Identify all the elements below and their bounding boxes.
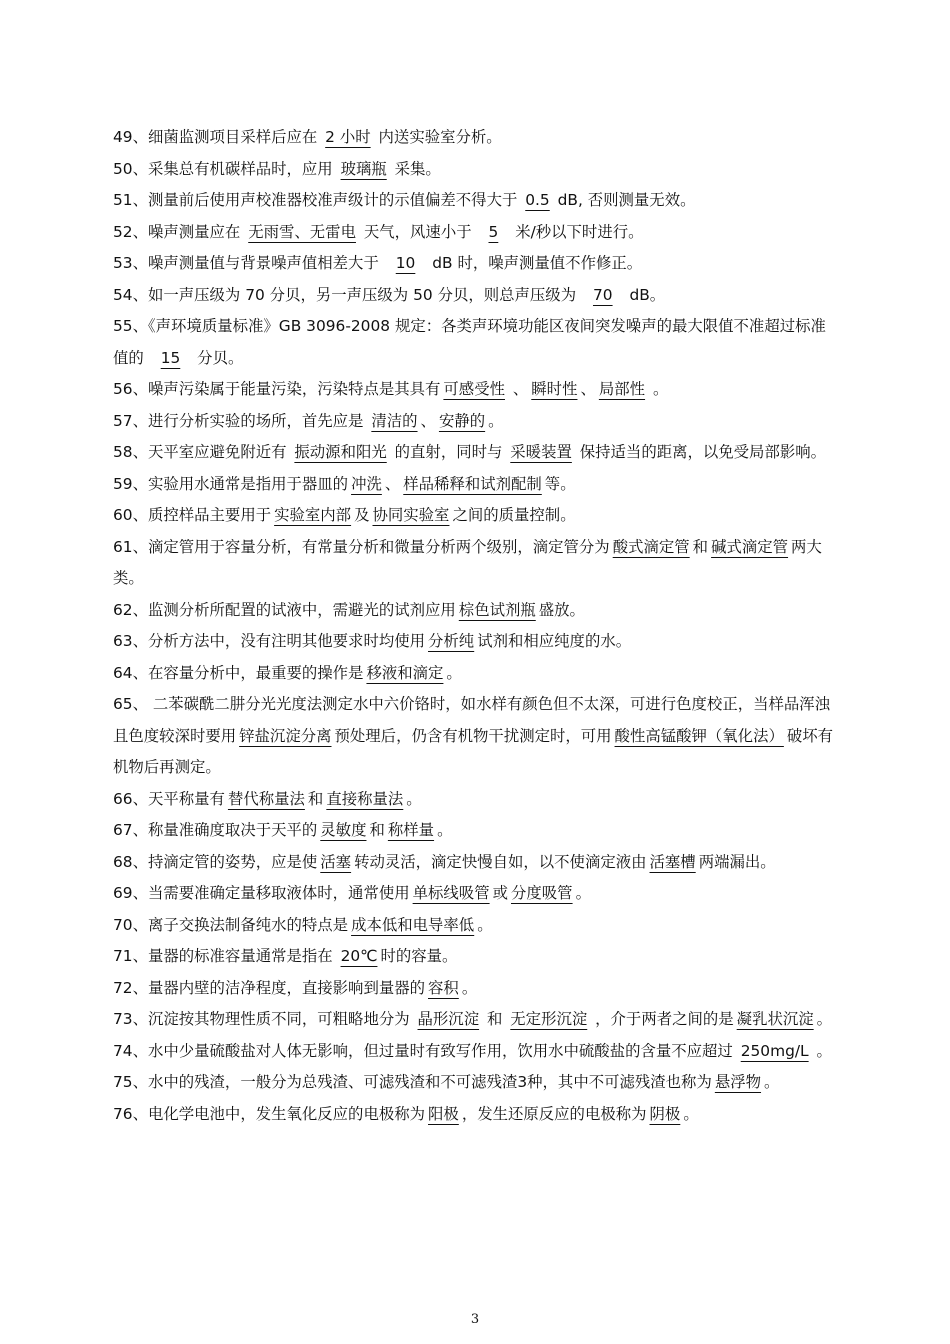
question-item [113,248,841,280]
question-text: 。 [406,789,422,808]
question-text: 。 [811,1041,832,1060]
question-text: 56、噪声污染属于能量污染，污染特点是其具有 [113,380,441,398]
question-text: 67、称量准确度取决于天平的 [113,821,318,839]
question-item [113,500,841,532]
answer-blank: 玻璃瓶 [340,159,387,178]
question-text: dB, 否则测量无效。 [552,191,696,209]
answer-blank: 直接称量法 [326,789,404,808]
answer-blank: 20℃ [340,947,378,965]
question-text: 及 [354,506,370,524]
answer-blank: 无定形沉淀 [510,1010,588,1028]
answer-blank: 移液和滴定 [366,663,444,682]
question-text: 或 [492,884,508,902]
answer-blank: 分析纯 [428,632,475,650]
question-text: 和 [692,537,709,556]
answer-blank: 碱式滴定管 [711,537,789,556]
question-item [113,689,841,784]
question-text: 两端漏出。 [698,852,776,871]
answer-blank: 悬浮物 [714,1073,762,1091]
question-text: 49、细菌监测项目采样后应在 [113,128,323,146]
question-text: 、 [420,411,436,430]
question-text: 73、沉淀按其物理性质不同，可粗略地分为 [113,1010,415,1028]
question-text: 。 [764,1073,780,1091]
answer-blank: 凝乳状沉淀 [736,1010,814,1028]
answer-blank: 样品稀释和试剂配制 [403,474,542,493]
question-text: 65、 二苯碳酰二肼分光光度法测定水中六价铬时，如水样有颜色但不太深，可进行色度校正，当样品浑浊且色度较深时要用 [113,695,831,745]
question-text: 64、在容量分析中，最重要的操作是 [113,663,364,682]
question-text: 68、持滴定管的姿势，应是使 [113,852,318,871]
question-text: 试剂和相应纯度的水。 [477,632,632,650]
question-text: 58、天平室应避免附近有 [113,443,292,461]
answer-blank: 实验室内部 [274,506,352,524]
question-item [113,815,841,847]
question-item [113,847,841,879]
question-text: 的直射，同时与 [389,443,508,461]
question-list [113,122,841,1130]
question-item [113,437,841,469]
question-item [113,784,841,816]
question-text: 等。 [544,474,576,493]
question-item [113,626,841,658]
question-text: 时的容量。 [380,947,458,965]
question-text: 。 [575,884,591,902]
question-text: 55、《声环境质量标准》GB 3096-2008 规定：各类声环境功能区夜间突发噪声的最大限值不准超过标准值的 [113,317,826,367]
question-text: 之间的质量控制。 [452,506,576,524]
answer-blank: 采暖装置 [510,443,572,461]
question-text: 。 [488,411,504,430]
answer-blank: 棕色试剂瓶 [458,600,536,619]
question-item [113,154,841,186]
answer-blank: 灵敏度 [320,821,367,839]
answer-blank: 安静的 [438,411,486,430]
question-text: 61、滴定管用于容量分析，有常量分析和微量分析两个级别，滴定管分为 [113,537,610,556]
question-item [113,374,841,406]
question-item [113,1099,841,1131]
answer-blank: 0.5 [525,191,550,209]
question-text: 62、监测分析所配置的试液中，需避光的试剂应用 [113,600,456,619]
question-text: 57、进行分析实验的场所，首先应是 [113,411,369,430]
answer-blank: 250mg/L [740,1041,809,1060]
question-text: 60、质控样品主要用于 [113,506,272,524]
question-text: 63、分析方法中，没有注明其他要求时均使用 [113,632,426,650]
answer-blank: 阳极 [428,1104,459,1123]
answer-blank: 可感受性 [443,380,505,398]
question-text: 。 [437,821,453,839]
answer-blank: 2 小时 [325,128,371,146]
question-item [113,280,841,312]
question-text: 和 [307,789,324,808]
answer-blank: 锌盐沉淀分离 [239,726,332,745]
question-text: 50、采集总有机碳样品时，应用 [113,159,338,178]
answer-blank: 70 [592,285,613,304]
question-item [113,1067,841,1099]
question-text: 、 [580,380,596,398]
answer-blank: 晶形沉淀 [417,1010,480,1028]
question-text: 保持适当的距离，以免受局部影响。 [574,443,827,461]
question-text: 米/秒以下时进行。 [510,222,644,241]
question-text: 天气，风速小于 [358,222,477,241]
question-text: 66、天平称量有 [113,789,225,808]
question-item [113,910,841,942]
answer-blank: 清洁的 [371,411,418,430]
question-text: 。 [461,978,478,997]
question-text: dB 时，噪声测量值不作修正。 [427,254,643,272]
question-text: 两大类。 [113,537,822,587]
answer-blank: 单标线吸管 [412,884,490,902]
question-item [113,658,841,690]
question-text: ，介于两者之间的是 [590,1010,734,1028]
question-text: 70、离子交换法制备纯水的特点是 [113,915,349,934]
question-text: 转动灵活，滴定快慢自如，以不使滴定液由 [354,852,647,871]
question-text: dB。 [624,285,666,304]
answer-blank: 15 [160,348,181,367]
question-item [113,217,841,249]
question-text: 和 [482,1010,508,1028]
question-text: 59、实验用水通常是指用于器皿的 [113,474,349,493]
question-text: 采集。 [389,159,441,178]
question-text: 51、测量前后使用声校准器校准声级计的示值偏差不得大于 [113,191,523,209]
answer-blank: 活塞 [320,852,352,871]
answer-blank: 分度吸管 [511,884,573,902]
answer-blank: 冲洗 [351,474,382,493]
answer-blank: 局部性 [598,380,646,398]
question-item [113,469,841,501]
question-text: 52、噪声测量应在 [113,222,246,241]
question-item [113,941,841,973]
question-text: 74、水中少量硫酸盐对人体无影响，但过量时有致写作用，饮用水中硫酸盐的含量不应超过 [113,1041,738,1060]
question-text: 盛放。 [538,600,585,619]
answer-blank: 5 [488,222,499,241]
question-text: 破坏有机物后再测定。 [113,726,834,776]
answer-blank: 成本低和电导率低 [351,915,475,934]
question-item [113,532,841,595]
answer-blank: 阴极 [649,1104,681,1123]
question-item [113,595,841,627]
question-text: 内送实验室分析。 [373,128,502,146]
question-text: 75、水中的残渣，一般分为总残渣、可滤残渣和不可滤残渣3种，其中不可滤残渣也称为 [113,1073,712,1091]
question-text: 71、量器的标准容量通常是指在 [113,947,338,965]
answer-blank: 活塞槽 [649,852,696,871]
question-item [113,122,841,154]
answer-blank: 协同实验室 [372,506,450,524]
question-text: 。 [816,1010,833,1028]
question-item [113,406,841,438]
answer-blank: 称样量 [387,821,435,839]
question-text: 预处理后，仍含有机物干扰测定时，可用 [334,726,612,745]
answer-blank: 瞬时性 [531,380,578,398]
answer-blank: 振动源和阳光 [294,443,387,461]
question-item [113,185,841,217]
question-text: 、 [384,474,401,493]
question-text: 72、量器内壁的洁净程度，直接影响到量器的 [113,978,426,997]
question-text: 。 [648,380,669,398]
question-item [113,311,841,374]
page-number: 3 [470,1312,480,1327]
question-item [113,878,841,910]
question-text: 54、如一声压级为 70 分贝，另一声压级为 50 分贝，则总声压级为 [113,285,581,304]
question-item [113,1036,841,1068]
answer-blank: 酸式滴定管 [612,537,690,556]
question-item [113,1004,841,1036]
answer-blank: 替代称量法 [227,789,305,808]
question-text: 分贝。 [192,348,244,367]
question-item [113,973,841,1005]
answer-blank: 10 [395,254,416,272]
question-text: 、 [507,380,529,398]
question-text: ，发生还原反应的电极称为 [461,1104,647,1123]
question-text: 76、电化学电池中，发生氧化反应的电极称为 [113,1104,426,1123]
question-text: 53、噪声测量值与背景噪声值相差大于 [113,254,384,272]
question-text: 和 [369,821,385,839]
question-text: 。 [477,915,493,934]
answer-blank: 无雨雪、无雷电 [248,222,356,241]
question-text: 。 [683,1104,699,1123]
answer-blank: 酸性高锰酸钾（氧化法） [614,726,784,745]
question-text: 69、当需要准确定量移取液体时，通常使用 [113,884,410,902]
question-text: 。 [446,663,462,682]
answer-blank: 容积 [428,978,459,997]
